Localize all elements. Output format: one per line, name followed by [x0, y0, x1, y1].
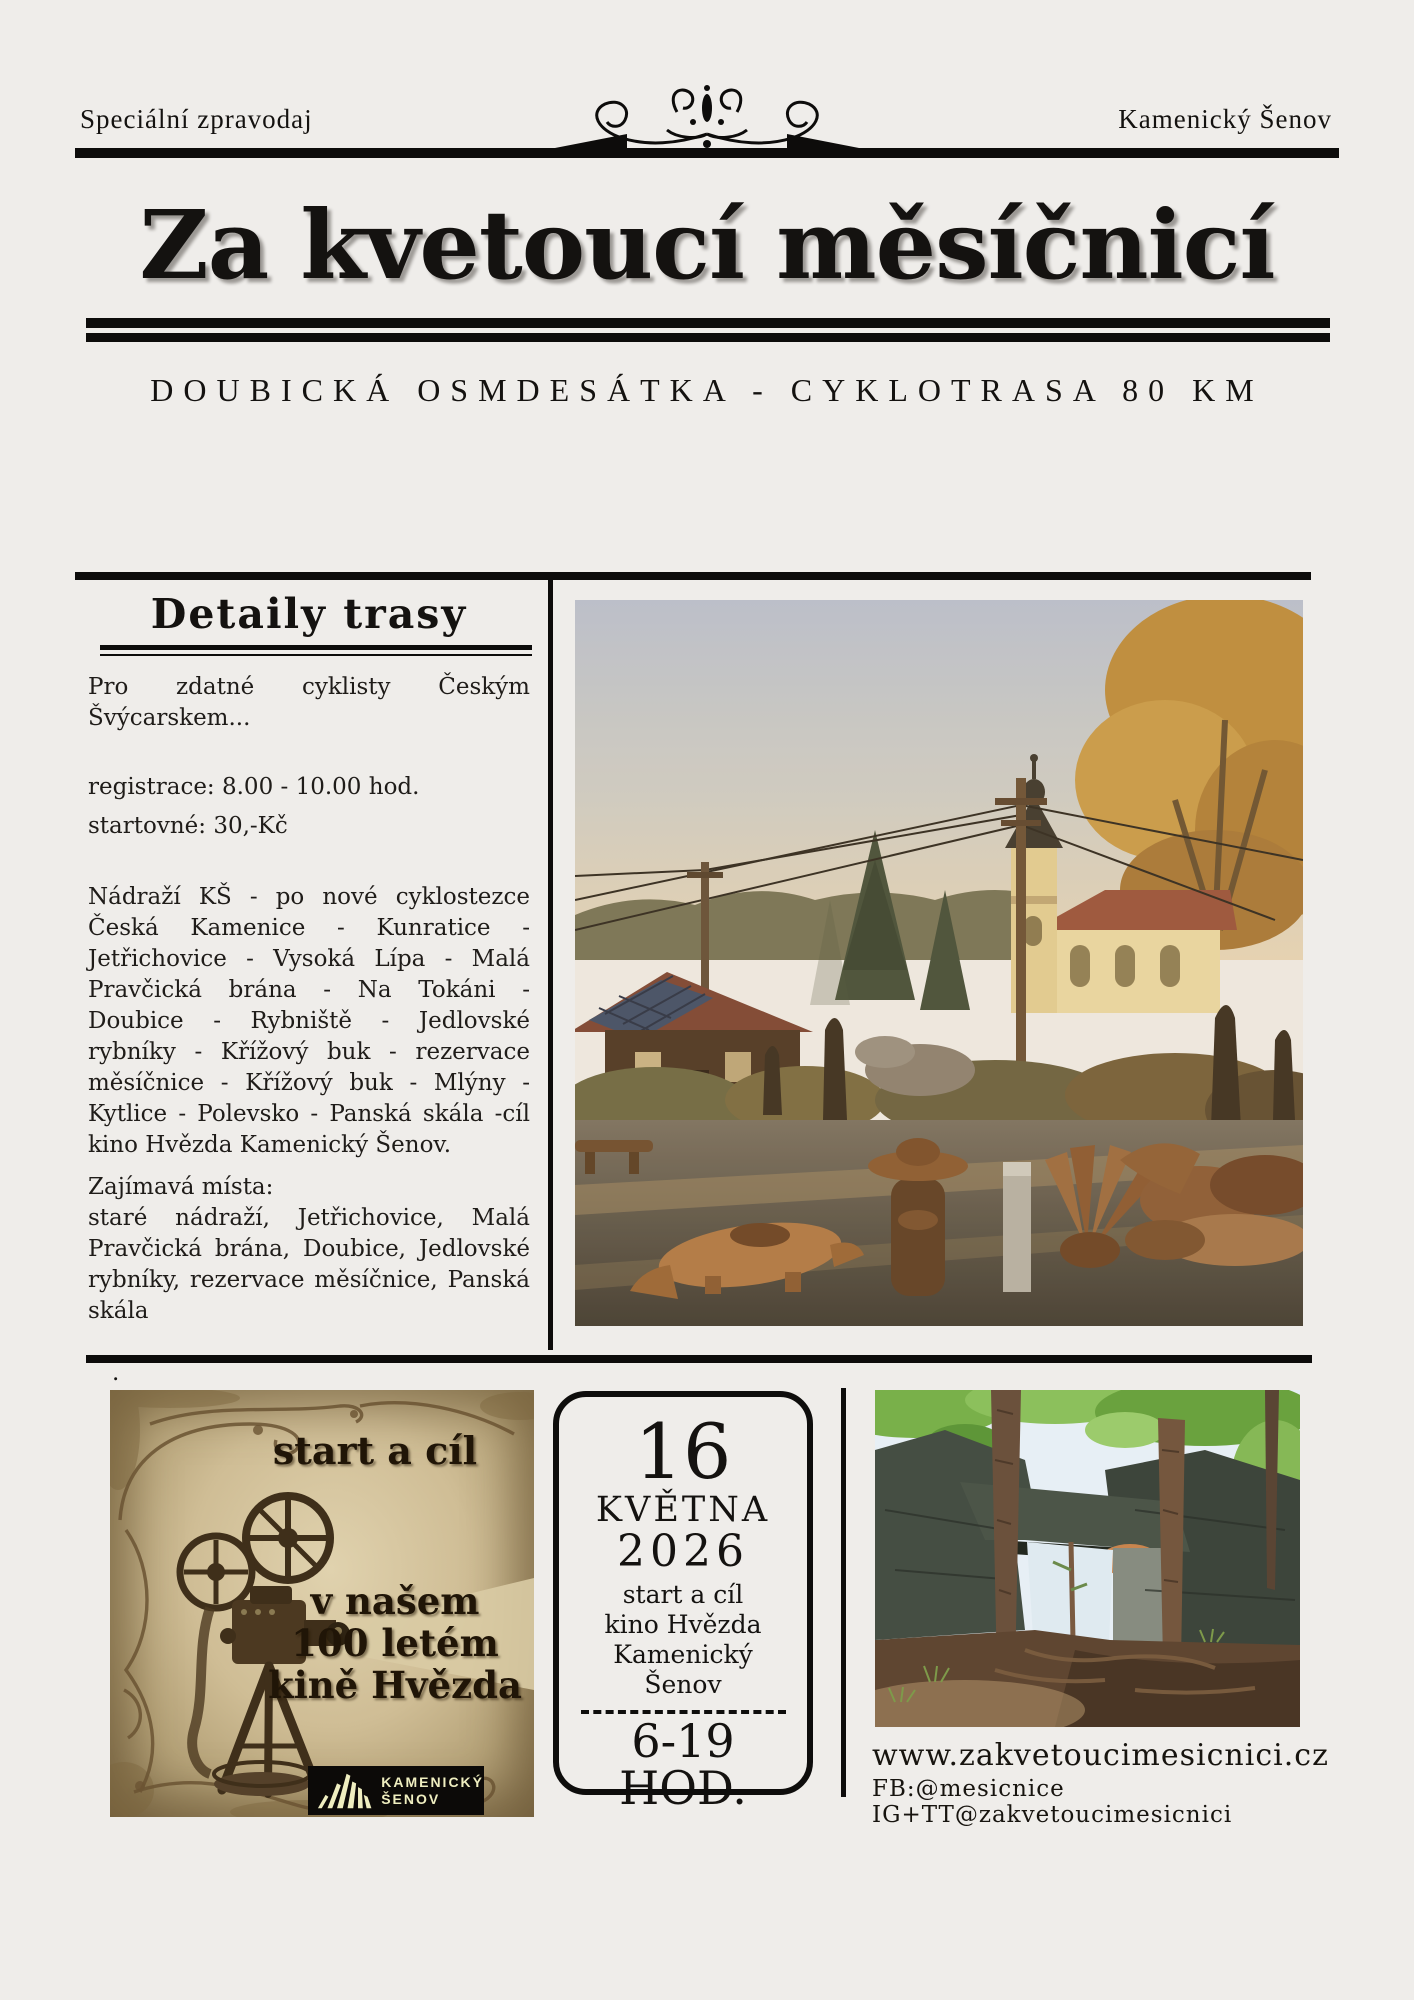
village-sculpture-park-photo	[575, 600, 1303, 1326]
poi-list: staré nádraží, Jetřichovice, Malá Pravčická brána, Doubice, Jedlovské rybníky, rezervace měsíčnice, Panská skála	[88, 1205, 530, 1324]
ticket-place-line4: Šenov	[644, 1670, 722, 1700]
title-rule-top	[86, 318, 1330, 328]
logo-text-bottom: ŠENOV	[381, 1790, 441, 1807]
ticket-place-line2: kino Hvězda	[604, 1610, 762, 1640]
rock-arch-forest-photo	[875, 1390, 1300, 1727]
mountain-logo-icon	[316, 1771, 375, 1811]
cinema-venue-line2: 100 letém	[291, 1621, 499, 1665]
page-title: Za kvetoucí měsíčnicí	[139, 190, 1275, 301]
event-ticket	[550, 1388, 816, 1816]
ticket-place-line3: Kamenický	[613, 1640, 753, 1670]
bottom-divider	[841, 1388, 846, 1797]
route-details-heading: Detaily trasy	[150, 590, 468, 638]
stray-period: .	[112, 1360, 120, 1386]
masthead-left-label: Speciální zpravodaj	[80, 104, 313, 134]
ticket-year: 2026	[617, 1526, 749, 1578]
route-paragraph: Nádraží KŠ - po nové cyklostezce Česká Kamenice - Kunratice - Jetřichovice - Vysoká Lípa - Malá Pravčická brána - Na Tokáni - Doubice - Rybniště - Jedlovské rybníky - Křížový buk - rezervace měsíčnice - Křížový buk - Mlýny - Kytlice - Polevsko - Panská skála -cíl kino Hvězda Kamenický Šenov.	[88, 884, 530, 1158]
page-subtitle: DOUBICKÁ OSMDESÁTKA - CYKLOTRASA 80 KM	[150, 372, 1264, 408]
ticket-border	[550, 1388, 816, 1798]
website-text: www.zakvetoucimesicnici.cz	[872, 1738, 1329, 1773]
flourish-ornament-icon	[527, 82, 887, 154]
ticket-hours-line1: 6-19	[631, 1714, 735, 1769]
cinema-start-label: start a cíl	[272, 1428, 478, 1473]
fee-line: startovné: 30,-Kč	[88, 813, 288, 839]
heading-underline-thin	[100, 654, 532, 656]
ticket-day: 16	[634, 1407, 732, 1496]
masthead-right-label: Kamenický Šenov	[1118, 104, 1332, 134]
ticket-place-line1: start a cíl	[622, 1580, 744, 1610]
content-rule-top	[75, 572, 1311, 580]
kamenicky-senov-logo	[308, 1766, 484, 1815]
cinema-venue-line1: v našem	[310, 1579, 480, 1623]
ticket-hours-line2: HOD.	[619, 1761, 747, 1816]
heading-underline-thick	[100, 645, 532, 650]
masthead-rule	[75, 148, 1339, 158]
logo-text-top: KAMENICKÝ	[381, 1773, 484, 1790]
content-rule-bottom	[86, 1355, 1312, 1363]
ticket-month: KVĚTNA	[595, 1490, 771, 1531]
column-divider	[548, 578, 553, 1350]
title-rule-bottom	[86, 333, 1330, 342]
social-text: FB:@mesicnice IG+TT@zakvetoucimesicnici	[872, 1776, 1233, 1828]
cinema-venue-line3: kině Hvězda	[268, 1663, 522, 1707]
cinema-card	[110, 1390, 534, 1817]
route-intro-paragraph: Pro zdatné cyklisty Českým Švýcarskem...	[88, 674, 530, 731]
poi-label: Zajímavá místa:	[88, 1174, 274, 1200]
registration-line: registrace: 8.00 - 10.00 hod.	[88, 774, 420, 800]
